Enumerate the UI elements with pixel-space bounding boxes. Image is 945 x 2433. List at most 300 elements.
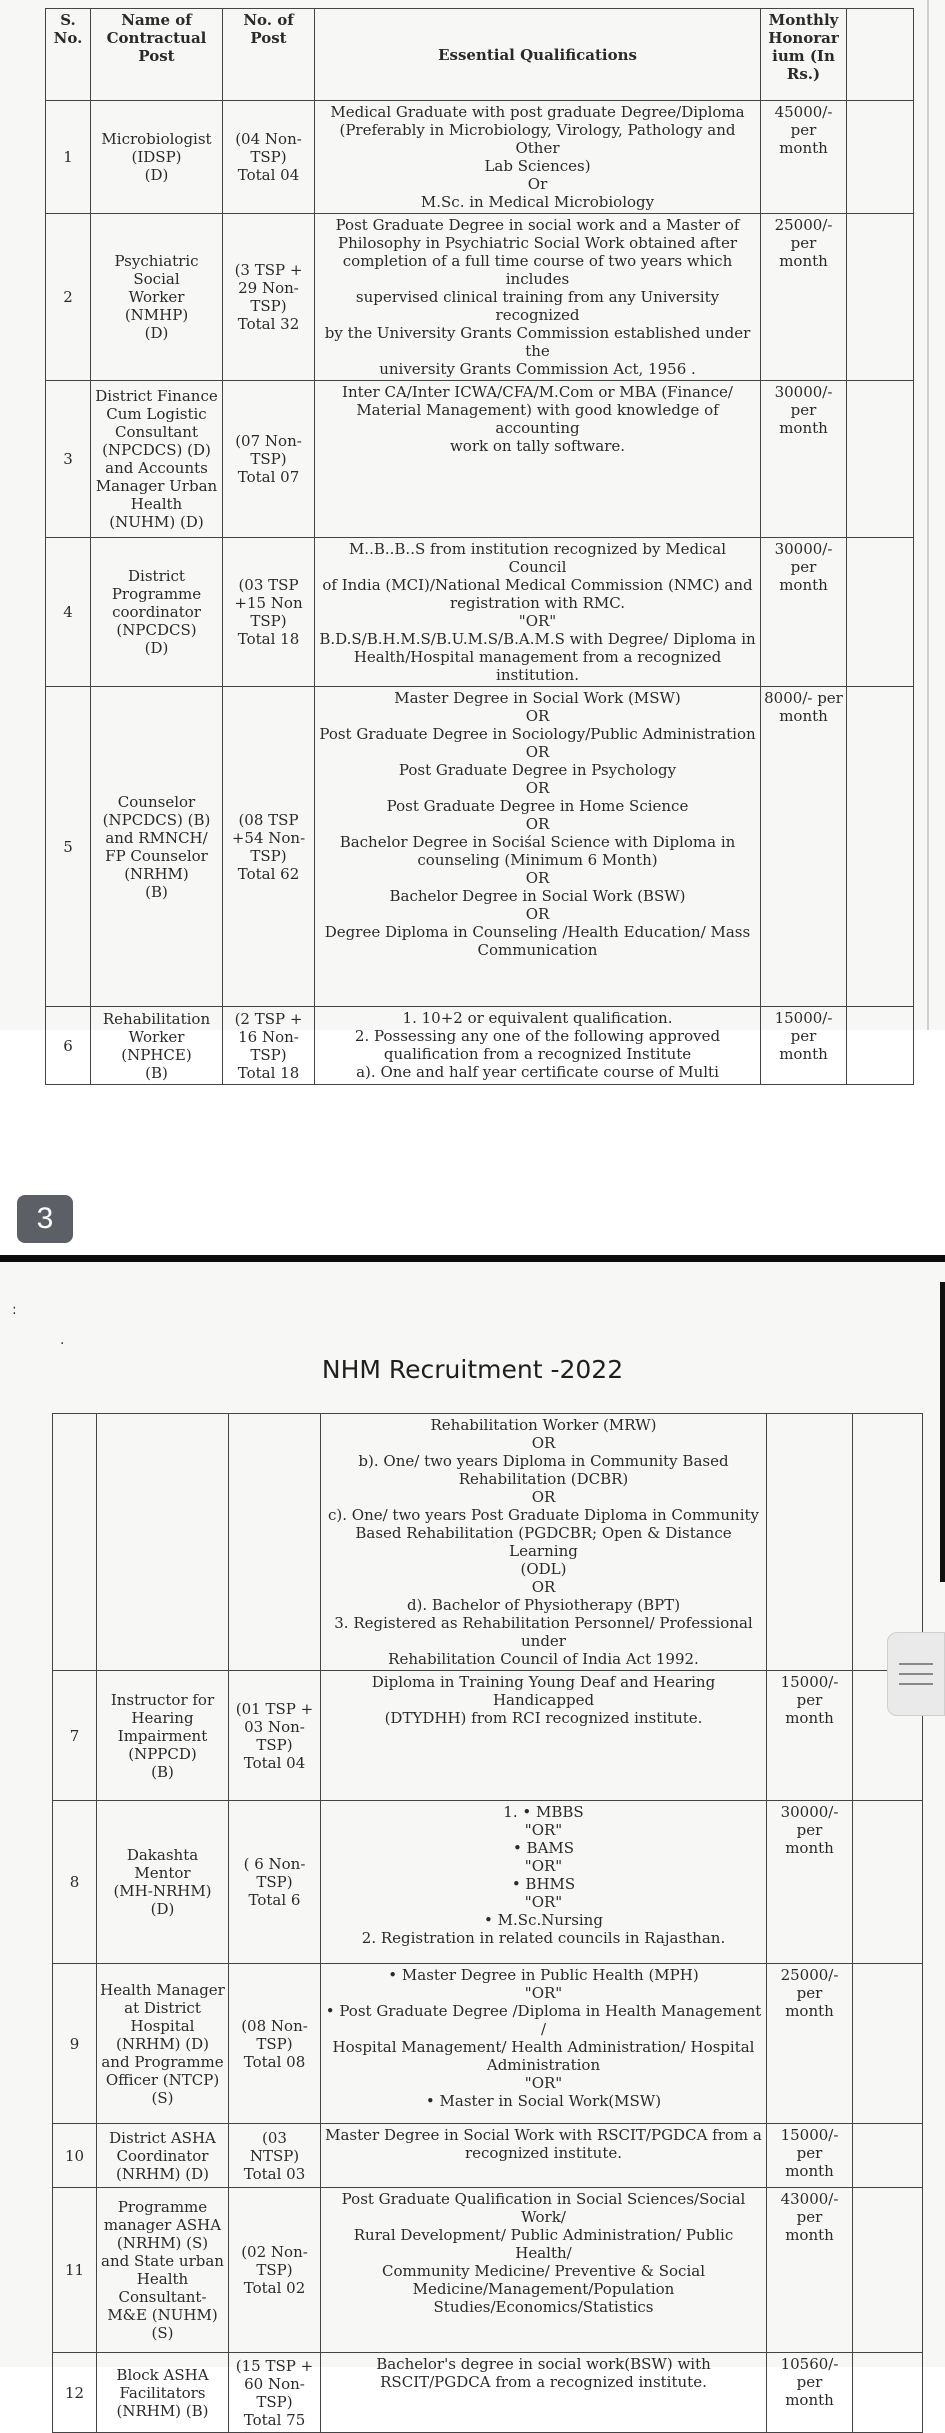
qualification-line: B.D.S/B.H.M.S/B.U.M.S/B.A.M.S with Degree/ Diploma in bbox=[319, 630, 756, 648]
serial-number-cell: 8 bbox=[53, 1801, 97, 1964]
qualification-line: by the University Grants Commission established under the bbox=[324, 324, 751, 360]
post-count-line: (2 TSP + bbox=[234, 1009, 303, 1028]
qualification-line: 3. Registered as Rehabilitation Personnel/ Professional under bbox=[334, 1614, 753, 1650]
post-name-line: (NMHP) bbox=[124, 306, 189, 324]
table-row-continued bbox=[53, 1414, 923, 1671]
col-header-no-of-post: No. of Post bbox=[223, 9, 315, 101]
qualification-line: "OR" bbox=[524, 2074, 563, 2092]
post-name-line: Coordinator bbox=[116, 2146, 209, 2165]
qualification-line: Communication bbox=[477, 941, 598, 959]
post-count-line: +15 Non bbox=[234, 594, 303, 612]
post-count-cell bbox=[223, 381, 315, 538]
post-name-cell bbox=[97, 1414, 229, 1671]
post-name-line: and State urban bbox=[101, 2252, 224, 2270]
table-row bbox=[53, 1964, 923, 2124]
qualification-cell bbox=[315, 687, 761, 1007]
post-name-line: (D) bbox=[144, 324, 169, 342]
qualification-line: Bachelor Degree in Social Work (BSW) bbox=[389, 887, 686, 905]
serial-number-cell: 12 bbox=[53, 2353, 97, 2433]
qualification-line: Post Graduate Degree in Sociology/Public Administration bbox=[319, 725, 756, 743]
post-count-line: Total 04 bbox=[237, 166, 300, 184]
empty-cell bbox=[853, 1801, 923, 1964]
qualification-cell bbox=[321, 1964, 767, 2124]
table-row bbox=[53, 2188, 923, 2353]
post-name-line: Officer (NTCP) bbox=[105, 2070, 220, 2089]
qualification-line: Post Graduate Degree in Psychology bbox=[398, 761, 677, 779]
post-count-line: TSP) bbox=[256, 2034, 293, 2053]
grip-line-icon bbox=[899, 1663, 933, 1665]
post-count-cell bbox=[229, 1801, 321, 1964]
qualification-line: Post Graduate Degree in Home Science bbox=[386, 797, 689, 815]
post-count-line: Total 02 bbox=[243, 2279, 306, 2297]
qualification-line: • Master Degree in Public Health (MPH) bbox=[388, 1966, 699, 1984]
document-title: NHM Recruitment -2022 bbox=[321, 1355, 624, 1384]
post-count-line: (03 TSP bbox=[238, 576, 299, 594]
qualification-line: Health/Hospital management from a recognized institution. bbox=[353, 648, 722, 684]
serial-number-cell: 10 bbox=[53, 2124, 97, 2188]
post-name-line: Hospital bbox=[130, 2016, 195, 2035]
qualification-line: Medicine/Management/Population bbox=[412, 2280, 675, 2298]
post-name-line: (MH-NRHM) bbox=[113, 1882, 212, 1900]
post-count-line: Total 08 bbox=[243, 2052, 306, 2071]
honorarium-line: per month bbox=[779, 558, 828, 594]
post-count-line: NTSP) bbox=[249, 2146, 300, 2165]
honorarium-line: 15000/- bbox=[780, 2126, 839, 2144]
post-count-line: TSP) bbox=[256, 2392, 293, 2411]
qualification-line: completion of a full time course of two years which includes bbox=[342, 252, 733, 288]
qualification-line: Community Medicine/ Preventive & Social bbox=[382, 2262, 705, 2280]
post-count-line: Total 03 bbox=[243, 2164, 306, 2183]
honorarium-line: per month bbox=[785, 1984, 834, 2020]
post-name-line: (S) bbox=[151, 2088, 174, 2107]
post-name-line: Consultant bbox=[115, 423, 198, 441]
post-name-line: coordinator bbox=[112, 603, 201, 621]
post-name-line: M&E (NUHM) bbox=[107, 2306, 218, 2324]
post-count-line: TSP) bbox=[250, 450, 287, 468]
post-name-cell bbox=[91, 687, 223, 1007]
table-header-row bbox=[46, 9, 914, 101]
honorarium-line: 15000/- bbox=[780, 1673, 839, 1691]
post-name-line: (NRHM) (D) bbox=[115, 2034, 210, 2053]
qualification-line: OR bbox=[525, 905, 550, 923]
honorarium-line: per month bbox=[785, 2373, 834, 2409]
qualification-line: • Post Graduate Degree /Diploma in Health Management / bbox=[325, 2002, 762, 2038]
post-count-cell bbox=[229, 1414, 321, 1671]
qualification-line: 2. Registration in related councils in Rajasthan. bbox=[361, 1929, 726, 1947]
page-number-badge: 3 bbox=[17, 1195, 73, 1243]
empty-cell bbox=[847, 538, 914, 687]
post-name-line: at District bbox=[124, 1998, 201, 2017]
post-name-line: Instructor for bbox=[110, 1690, 215, 1709]
post-name-cell bbox=[91, 101, 223, 214]
qualification-line: Hospital Management/ Health Administration/ Hospital bbox=[332, 2038, 755, 2056]
qualification-cell bbox=[321, 2188, 767, 2353]
qualification-line: Material Management) with good knowledge of accounting bbox=[356, 401, 719, 437]
serial-number-cell: 5 bbox=[46, 687, 91, 1007]
honorarium-line: 30000/- bbox=[780, 1803, 839, 1821]
honorarium-cell bbox=[767, 1964, 853, 2124]
post-name-cell bbox=[97, 1964, 229, 2124]
honorarium-cell bbox=[761, 101, 847, 214]
qualification-line: "OR" bbox=[524, 1857, 563, 1875]
post-name-line: Microbiologist bbox=[101, 130, 212, 148]
post-name-line: FP Counselor bbox=[105, 846, 208, 865]
grip-line-icon bbox=[899, 1683, 933, 1685]
table-row bbox=[46, 381, 914, 538]
post-count-cell bbox=[223, 1007, 315, 1085]
qualification-line: OR bbox=[531, 1434, 556, 1452]
qualification-line: Bachelor's degree in social work(BSW) with bbox=[376, 2355, 711, 2373]
qualification-line: Post Graduate Qualification in Social Sciences/Social Work/ bbox=[341, 2190, 746, 2226]
post-count-line: 16 Non- bbox=[238, 1027, 299, 1046]
qualification-cell bbox=[315, 101, 761, 214]
honorarium-cell bbox=[761, 687, 847, 1007]
honorarium-cell bbox=[767, 1801, 853, 1964]
col-header-sno: S. No. bbox=[46, 9, 91, 101]
recruitment-table-page-2 bbox=[52, 1413, 923, 2433]
post-name-line: (NRHM) (S) bbox=[116, 2234, 209, 2252]
honorarium-line: 45000/- bbox=[774, 103, 833, 121]
qualification-line: d). Bachelor of Physiotherapy (BPT) bbox=[406, 1596, 681, 1614]
post-name-line: Hearing bbox=[131, 1708, 194, 1727]
serial-number-cell bbox=[53, 1414, 97, 1671]
post-count-line: TSP) bbox=[250, 612, 287, 630]
qualification-line: Or bbox=[527, 175, 548, 193]
qualification-line: work on tally software. bbox=[449, 437, 626, 455]
honorarium-cell bbox=[761, 214, 847, 381]
qualification-line: Medical Graduate with post graduate Degree/Diploma bbox=[330, 103, 745, 121]
empty-cell bbox=[853, 2188, 923, 2353]
table-row bbox=[53, 2353, 923, 2433]
serial-number-cell: 9 bbox=[53, 1964, 97, 2124]
post-name-line: (NPCDCS) (D) bbox=[102, 441, 211, 459]
post-name-line: (NRHM) (D) bbox=[115, 2164, 210, 2183]
post-count-line: Total 18 bbox=[237, 1063, 300, 1082]
table-row bbox=[53, 1801, 923, 1964]
post-name-line: (NPCDCS) bbox=[116, 621, 197, 639]
post-name-line: Worker bbox=[128, 288, 185, 306]
qualification-line: 1. • MBBS bbox=[503, 1803, 584, 1821]
post-name-line: Consultant- bbox=[118, 2288, 207, 2306]
post-count-cell bbox=[229, 2188, 321, 2353]
post-count-line: (15 TSP + bbox=[235, 2356, 314, 2375]
empty-cell bbox=[847, 101, 914, 214]
post-name-line: (B) bbox=[145, 882, 168, 901]
qualification-line: Administration bbox=[486, 2056, 601, 2074]
post-name-line: (NRHM) bbox=[124, 864, 189, 883]
qualification-line: Inter CA/Inter ICWA/CFA/M.Com or MBA (Finance/ bbox=[342, 383, 733, 401]
post-name-line: District bbox=[128, 567, 185, 585]
qualification-line: recognized institute. bbox=[464, 2144, 623, 2162]
post-name-line: (S) bbox=[151, 2324, 174, 2342]
qualification-line: Diploma in Training Young Deaf and Hearing Handicapped bbox=[371, 1673, 716, 1709]
post-name-cell bbox=[91, 214, 223, 381]
post-count-line: (08 TSP bbox=[238, 810, 299, 829]
document-page-1 bbox=[0, 0, 945, 1082]
qualification-line: Degree Diploma in Counseling /Health Education/ Mass bbox=[324, 923, 751, 941]
qualification-line: OR bbox=[531, 1578, 556, 1596]
post-name-line: (B) bbox=[145, 1063, 168, 1082]
qualification-line: OR bbox=[525, 707, 550, 725]
qualification-line: OR bbox=[531, 1488, 556, 1506]
qualification-line: (ODL) bbox=[520, 1560, 567, 1578]
post-name-line: Block ASHA bbox=[116, 2365, 209, 2384]
post-name-line: Programme bbox=[117, 2198, 208, 2216]
post-name-line: Mentor bbox=[134, 1864, 191, 1882]
empty-cell bbox=[847, 214, 914, 381]
post-name-line: District Finance bbox=[95, 387, 218, 405]
page-edge-shadow bbox=[940, 1282, 945, 1582]
qualification-line: • BAMS bbox=[512, 1839, 575, 1857]
post-name-cell bbox=[97, 2353, 229, 2433]
post-name-line: Worker bbox=[128, 1027, 185, 1046]
post-name-line: and RMNCH/ bbox=[105, 828, 208, 847]
qualification-line: • Master in Social Work(MSW) bbox=[425, 2092, 662, 2110]
qualification-line: university Grants Commission Act, 1956 . bbox=[379, 360, 696, 378]
qualification-cell bbox=[315, 538, 761, 687]
honorarium-line: month bbox=[779, 707, 828, 725]
honorarium-line: 43000/- bbox=[780, 2190, 839, 2208]
post-name-cell bbox=[91, 381, 223, 538]
honorarium-cell bbox=[761, 381, 847, 538]
honorarium-line: 10560/- bbox=[780, 2355, 839, 2373]
qualification-line: a). One and half year certificate course of Multi bbox=[356, 1063, 719, 1081]
post-count-cell bbox=[223, 101, 315, 214]
post-name-line: (NUHM) (D) bbox=[109, 513, 204, 531]
scan-speck: : bbox=[12, 1302, 17, 1318]
post-count-line: TSP) bbox=[256, 2261, 293, 2279]
qualification-line: (DTYDHH) from RCI recognized institute. bbox=[384, 1709, 703, 1727]
post-name-line: Cum Logistic bbox=[106, 405, 207, 423]
qualification-line: supervised clinical training from any University recognized bbox=[355, 288, 720, 324]
serial-number-cell: 7 bbox=[53, 1671, 97, 1801]
grip-line-icon bbox=[899, 1673, 933, 1675]
post-name-line: and Programme bbox=[101, 2052, 224, 2071]
col-header-empty bbox=[847, 9, 914, 101]
post-name-line: (D) bbox=[150, 1900, 175, 1918]
post-count-line: 29 Non- bbox=[238, 279, 299, 297]
serial-number-cell: 2 bbox=[46, 214, 91, 381]
post-name-line: Dakashta bbox=[126, 1846, 199, 1864]
qualification-line: Based Rehabilitation (PGDCBR; Open & Distance Learning bbox=[355, 1524, 732, 1560]
table-row bbox=[46, 101, 914, 214]
honorarium-line: 25000/- bbox=[774, 216, 833, 234]
qualification-line: Post Graduate Degree in social work and a Master of bbox=[335, 216, 740, 234]
post-count-line: TSP) bbox=[250, 148, 287, 166]
qualification-line: Rehabilitation Council of India Act 1992. bbox=[388, 1650, 699, 1668]
qualification-line: counseling (Minimum 6 Month) bbox=[417, 851, 658, 869]
qualification-line: OR bbox=[525, 869, 550, 887]
post-name-line: (NRHM) (B) bbox=[116, 2401, 209, 2420]
post-name-line: and Accounts bbox=[105, 459, 208, 477]
qualification-cell bbox=[315, 1007, 761, 1085]
qualification-line: Master Degree in Social Work with RSCIT/PGDCA from a bbox=[325, 2126, 762, 2144]
post-count-line: ( 6 Non- bbox=[243, 1855, 306, 1873]
qualification-line: Studies/Economics/Statistics bbox=[433, 2298, 654, 2316]
post-name-cell bbox=[91, 538, 223, 687]
post-count-cell bbox=[223, 214, 315, 381]
honorarium-line: 30000/- bbox=[774, 383, 833, 401]
empty-cell bbox=[853, 2124, 923, 2188]
post-count-line: (3 TSP + bbox=[234, 261, 303, 279]
qualification-line: "OR" bbox=[518, 612, 557, 630]
honorarium-line: 30000/- bbox=[774, 540, 833, 558]
post-count-line: Total 62 bbox=[237, 864, 300, 883]
honorarium-cell bbox=[767, 2353, 853, 2433]
qualification-line: Lab Sciences) bbox=[484, 157, 591, 175]
honorarium-line: 8000/- per bbox=[764, 689, 843, 707]
qualification-line: Master Degree in Social Work (MSW) bbox=[394, 689, 681, 707]
qualification-line: c). One/ two years Post Graduate Diploma in Community bbox=[327, 1506, 759, 1524]
table-row bbox=[46, 687, 914, 1007]
post-count-cell bbox=[229, 1964, 321, 2124]
honorarium-line: per month bbox=[779, 1027, 828, 1063]
qualification-line: RSCIT/PGDCA from a recognized institute. bbox=[380, 2373, 707, 2391]
qualification-line: "OR" bbox=[524, 1821, 563, 1839]
post-name-line: Manager Urban bbox=[95, 477, 218, 495]
post-count-line: Total 18 bbox=[237, 630, 300, 648]
qualification-cell bbox=[321, 2124, 767, 2188]
qualification-line: registration with RMC. bbox=[449, 594, 626, 612]
post-count-line: (02 Non- bbox=[241, 2243, 308, 2261]
scroll-handle[interactable] bbox=[887, 1632, 945, 1716]
qualification-line: 2. Possessing any one of the following approved bbox=[354, 1027, 721, 1045]
post-count-cell bbox=[229, 2353, 321, 2433]
honorarium-cell bbox=[767, 1671, 853, 1801]
qualification-line: Bachelor Degree in Sociśal Science with Diploma in bbox=[339, 833, 736, 851]
post-count-line: Total 75 bbox=[243, 2410, 306, 2429]
post-count-cell bbox=[229, 1671, 321, 1801]
post-name-line: Health bbox=[130, 495, 183, 513]
empty-cell bbox=[847, 687, 914, 1007]
post-name-line: (NPCDCS) (B) bbox=[102, 810, 211, 829]
post-count-line: (07 Non- bbox=[235, 432, 302, 450]
post-name-cell bbox=[97, 1801, 229, 1964]
table-row bbox=[46, 1007, 914, 1085]
post-name-line: Impairment bbox=[117, 1726, 208, 1745]
empty-cell bbox=[853, 1964, 923, 2124]
post-count-line: TSP) bbox=[250, 1045, 287, 1064]
post-count-line: (04 Non- bbox=[235, 130, 302, 148]
honorarium-line: per month bbox=[785, 1691, 834, 1727]
post-name-line: Rehabilitation bbox=[102, 1009, 211, 1028]
post-name-cell bbox=[91, 1007, 223, 1085]
post-name-line: manager ASHA bbox=[103, 2216, 222, 2234]
post-name-line: Facilitators bbox=[119, 2383, 206, 2402]
post-count-line: TSP) bbox=[250, 297, 287, 315]
table-row bbox=[53, 2124, 923, 2188]
empty-cell bbox=[847, 1007, 914, 1085]
post-count-cell bbox=[229, 2124, 321, 2188]
post-count-line: (03 bbox=[262, 2128, 287, 2147]
qualification-line: 1. 10+2 or equivalent qualification. bbox=[402, 1009, 673, 1027]
table-row bbox=[46, 538, 914, 687]
post-count-line: (08 Non- bbox=[241, 2016, 308, 2035]
honorarium-line: per month bbox=[779, 234, 828, 270]
qualification-line: qualification from a recognized Institute bbox=[383, 1045, 692, 1063]
honorarium-line: 15000/- bbox=[774, 1009, 833, 1027]
honorarium-cell bbox=[767, 1414, 853, 1671]
qualification-line: M..B..B..S from institution recognized by Medical Council bbox=[348, 540, 727, 576]
post-count-line: +54 Non- bbox=[231, 828, 306, 847]
qualification-line: Rural Development/ Public Administration/ Public Health/ bbox=[353, 2226, 734, 2262]
col-header-qualifications: Essential Qualifications bbox=[315, 9, 761, 101]
table-row bbox=[46, 214, 914, 381]
col-header-post: Name of Contractual Post bbox=[91, 9, 223, 101]
serial-number-cell: 3 bbox=[46, 381, 91, 538]
post-count-line: TSP) bbox=[250, 846, 287, 865]
qualification-line: M.Sc. in Medical Microbiology bbox=[420, 193, 655, 211]
honorarium-cell bbox=[767, 2124, 853, 2188]
post-count-line: Total 04 bbox=[243, 1753, 306, 1772]
post-name-line: Social bbox=[133, 270, 180, 288]
post-name-line: Psychiatric bbox=[114, 252, 199, 270]
qualification-line: "OR" bbox=[524, 1893, 563, 1911]
honorarium-line: per month bbox=[785, 2208, 834, 2244]
post-count-line: TSP) bbox=[256, 1873, 293, 1891]
recruitment-table-page-1 bbox=[45, 8, 914, 1085]
qualification-line: • BHMS bbox=[511, 1875, 576, 1893]
honorarium-cell bbox=[761, 538, 847, 687]
qualification-cell bbox=[315, 214, 761, 381]
serial-number-cell: 11 bbox=[53, 2188, 97, 2353]
qualification-line: OR bbox=[525, 779, 550, 797]
qualification-line: "OR" bbox=[524, 1984, 563, 2002]
post-name-line: Health Manager bbox=[100, 1980, 225, 1999]
scan-speck: . bbox=[60, 1332, 65, 1348]
post-name-line: Health bbox=[136, 2270, 189, 2288]
qualification-line: OR bbox=[525, 743, 550, 761]
post-count-line: 60 Non- bbox=[244, 2374, 305, 2393]
post-name-line: (NPPCD) bbox=[128, 1744, 197, 1763]
post-count-line: Total 6 bbox=[248, 1891, 301, 1909]
post-name-line: (D) bbox=[144, 166, 169, 184]
post-count-cell bbox=[223, 538, 315, 687]
qualification-line: b). One/ two years Diploma in Community Based bbox=[358, 1452, 729, 1470]
qualification-cell bbox=[321, 1414, 767, 1671]
post-name-line: (NPHCE) bbox=[121, 1045, 192, 1064]
post-count-cell bbox=[223, 687, 315, 1007]
post-name-line: (IDSP) bbox=[131, 148, 182, 166]
post-name-cell bbox=[97, 2124, 229, 2188]
honorarium-line: 25000/- bbox=[780, 1966, 839, 1984]
serial-number-cell: 4 bbox=[46, 538, 91, 687]
empty-cell bbox=[847, 381, 914, 538]
qualification-line: OR bbox=[525, 815, 550, 833]
post-count-line: Total 07 bbox=[237, 468, 300, 486]
table-row bbox=[53, 1671, 923, 1801]
col-header-honorarium: Monthly Honorar ium (In Rs.) bbox=[761, 9, 847, 101]
qualification-cell bbox=[321, 1801, 767, 1964]
honorarium-cell bbox=[761, 1007, 847, 1085]
post-name-line: (D) bbox=[144, 639, 169, 657]
honorarium-line: per month bbox=[779, 401, 828, 437]
qualification-line: • M.Sc.Nursing bbox=[484, 1911, 603, 1929]
post-count-line: TSP) bbox=[256, 1735, 293, 1754]
qualification-line: Rehabilitation (DCBR) bbox=[458, 1470, 629, 1488]
honorarium-cell bbox=[767, 2188, 853, 2353]
post-count-line: (01 TSP + bbox=[235, 1699, 314, 1718]
qualification-line: (Preferably in Microbiology, Virology, Pathology and Other bbox=[339, 121, 736, 157]
post-name-line: Counselor bbox=[117, 792, 196, 811]
qualification-cell bbox=[321, 2353, 767, 2433]
post-name-line: (B) bbox=[151, 1762, 174, 1781]
post-count-line: Total 32 bbox=[237, 315, 300, 333]
post-name-cell bbox=[97, 2188, 229, 2353]
honorarium-line: per month bbox=[779, 121, 828, 157]
qualification-cell bbox=[315, 381, 761, 538]
qualification-line: of India (MCI)/National Medical Commission (NMC) and bbox=[322, 576, 753, 594]
